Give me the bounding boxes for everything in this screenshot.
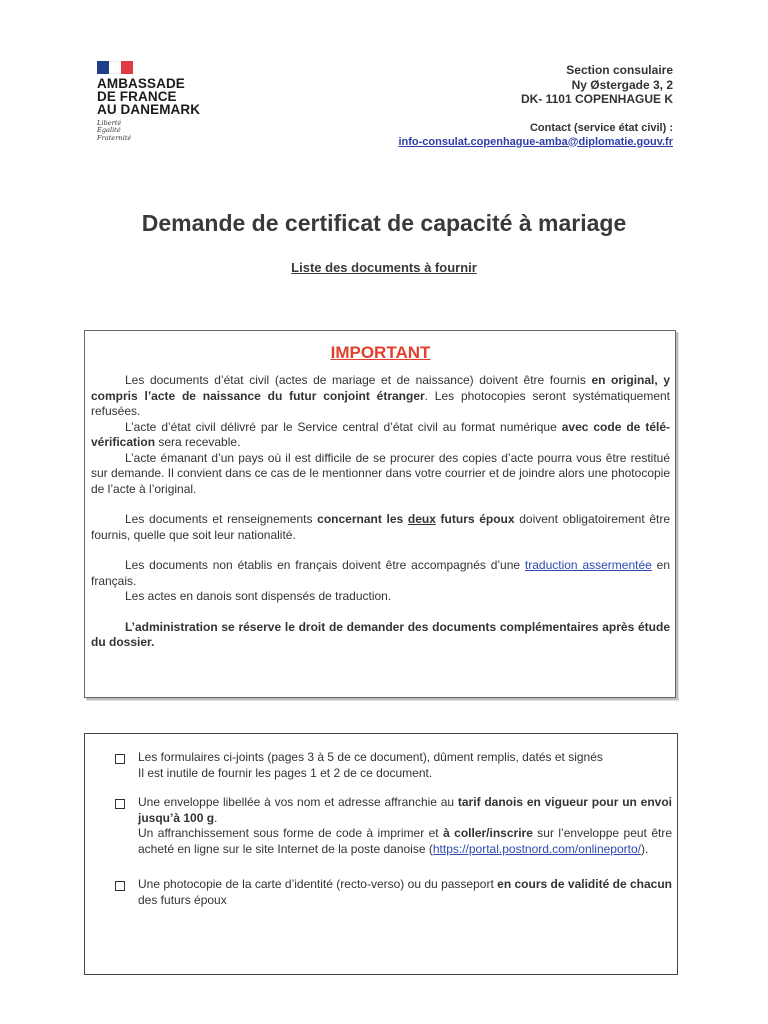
notice-digital-certificate: L’acte d’état civil délivré par le Service central d’état civil au format numérique avec code de télé-vérification sera recevable.	[91, 419, 670, 449]
consular-address: Section consulaire Ny Østergade 3, 2 DK- 1101 COPENHAGUE K	[520, 63, 673, 106]
notice-both-spouses: Les documents et renseignements concernant les deux futurs époux doivent obligatoirement être fournis, quelle que soit leur nationalité.	[91, 512, 671, 542]
list-item	[115, 877, 672, 908]
list-item	[115, 795, 672, 857]
page-subtitle: Liste des documents à fournir	[291, 260, 477, 275]
list-item	[115, 750, 672, 781]
embassy-name: AMBASSADE DE FRANCE AU DANEMARK	[97, 76, 201, 117]
checkbox-icon[interactable]	[115, 881, 125, 891]
item-forms: Les formulaires ci-joints (pages 3 à 5 de ce document), dûment remplis, datés et signés	[138, 750, 603, 764]
page-title: Demande de certificat de capacité à mariage	[141, 210, 627, 236]
notice-additional-documents: L’administration se réserve le droit de demander des documents complémentaires après étude du dossier.	[91, 619, 670, 649]
important-notice-box	[84, 330, 676, 698]
item-envelope: Une enveloppe libellée à vos nom et adresse affranchie au tarif danois en vigueur pour un envoi jusqu’à 100 g.	[138, 795, 672, 825]
notice-original-documents: Les documents d’état civil (actes de mariage et de naissance) doivent être fournis en original, y compris l’acte de naissance du futur conjoint étranger. Les photocopies seront systématiquement refusées.	[91, 373, 670, 418]
checkbox-icon[interactable]	[115, 799, 125, 809]
postnord-link[interactable]: https://portal.postnord.com/onlineporto/	[432, 841, 641, 856]
embassy-motto: Liberté Égalité Fraternité	[97, 119, 132, 142]
documents-checklist	[84, 733, 678, 975]
notice-translation: Les documents non établis en français doivent être accompagnés d’une traduction assermentée en français.	[91, 558, 670, 588]
contact-label: Contact (service état civil) :	[529, 122, 673, 134]
notice-danish-exempt: Les actes en danois sont dispensés de traduction.	[125, 589, 392, 603]
item-id-copy: Une photocopie de la carte d’identité (recto-verso) ou du passeport en cours de validité de chacun des futurs époux	[138, 877, 672, 907]
item-forms-note: Il est inutile de fournir les pages 1 et 2 de ce document.	[138, 765, 433, 780]
checkbox-icon[interactable]	[115, 754, 125, 764]
item-postage: Un affranchissement sous forme de code à imprimer et à coller/inscrire sur l’enveloppe peut être acheté en ligne sur le site Internet de la poste danoise (https://portal.postnord.com/onlineporto/).	[138, 826, 672, 856]
french-flag-icon	[97, 61, 133, 74]
embassy-logo	[97, 61, 247, 142]
contact-block	[398, 122, 673, 149]
important-heading: IMPORTANT	[330, 343, 431, 362]
sworn-translation-link[interactable]: traduction assermentée	[524, 558, 652, 572]
notice-return-original: L’acte émanant d’un pays où il est difficile de se procurer des copies d’acte pourra vous être restitué sur demande. Il convient dans ce cas de le mentionner dans votre courrier et de joindre alors une photocopie de l’acte à l’original.	[91, 450, 670, 496]
contact-email-link[interactable]: info-consulat.copenhague-amba@diplomatie.gouv.fr	[398, 135, 673, 148]
